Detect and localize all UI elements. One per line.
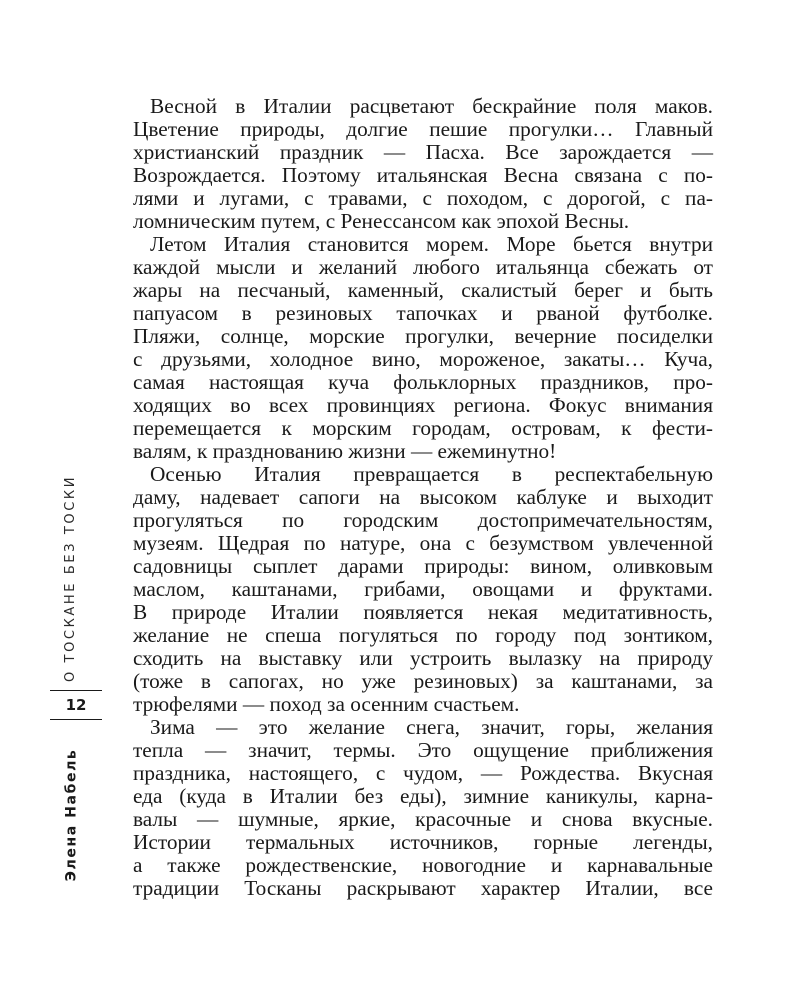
text-line: традиции Тосканы раскрывают характер Италии, все: [133, 876, 713, 900]
text-line: (тоже в сапогах, но уже резиновых) за каштанами, за: [133, 669, 713, 693]
text-line: Осенью Италия превращается в респектабельную: [150, 462, 713, 486]
text-line: Возрождается. Поэтому итальянская Весна связана с по-: [133, 163, 713, 187]
text-line: Весной в Италии расцветают бескрайние поля маков.: [150, 94, 713, 118]
author-name-text: Элена Набель: [63, 748, 80, 882]
page-number: 12: [65, 696, 87, 714]
text-line: сходить на выставку или устроить вылазку на природу: [133, 646, 713, 670]
paragraph-spring: [133, 95, 713, 233]
paragraph-winter: [133, 716, 713, 900]
text-line: жары на песчаный, каменный, скалистый берег и быть: [133, 278, 713, 302]
text-line: Летом Италия становится морем. Море бьется внутри: [150, 232, 713, 256]
paragraph-summer: [133, 233, 713, 463]
text-line: садовницы сыплет дарами природы: вином, оливковым: [133, 554, 713, 578]
text-line: Пляжи, солнце, морские прогулки, вечерние посиделки: [133, 324, 713, 348]
body-text: [133, 95, 713, 900]
text-line: Цветение природы, долгие пешие прогулки… Главный: [133, 117, 713, 141]
running-title-text: О ТОСКАНЕ БЕЗ ТОСКИ: [63, 474, 79, 682]
running-title: [60, 474, 82, 682]
text-line: валы — шумные, яркие, красочные и снова вкусные.: [133, 807, 713, 831]
text-line: перемещается к морским городам, островам, к фести-: [133, 416, 713, 440]
text-line: валям, к празднованию жизни — ежеминутно!: [133, 439, 557, 463]
page-number-rule-top: [50, 690, 102, 691]
text-line: папуасом в резиновых тапочках и рваной футболке.: [133, 301, 713, 325]
text-line: еда (куда в Италии без еды), зимние каникулы, карна-: [133, 784, 713, 808]
text-line: тепла — значит, термы. Это ощущение приближения: [133, 738, 713, 762]
text-line: В природе Италии появляется некая медитативность,: [133, 600, 713, 624]
text-line: лями и лугами, с травами, с походом, с дорогой, с па-: [133, 186, 713, 210]
text-line: трюфелями — поход за осенним счастьем.: [133, 692, 520, 716]
text-line: прогуляться по городским достопримечательностям,: [133, 508, 713, 532]
author-name: [60, 740, 82, 890]
text-line: даму, надевает сапоги на высоком каблуке и выходит: [133, 485, 713, 509]
page-number-rule-bottom: [50, 719, 102, 720]
text-line: с друзьями, холодное вино, мороженое, закаты… Куча,: [133, 347, 713, 371]
paragraph-autumn: [133, 463, 713, 716]
text-line: Зима — это желание снега, значит, горы, желания: [150, 715, 713, 739]
text-line: а также рождественские, новогодние и карнавальные: [133, 853, 713, 877]
text-line: маслом, каштанами, грибами, овощами и фруктами.: [133, 577, 713, 601]
text-line: ломническим путем, с Ренессансом как эпохой Весны.: [133, 209, 630, 233]
text-line: ходящих во всех провинциях региона. Фокус внимания: [133, 393, 713, 417]
text-line: самая настоящая куча фольклорных праздников, про-: [133, 370, 713, 394]
text-line: Истории термальных источников, горные легенды,: [133, 830, 713, 854]
text-line: музеям. Щедрая по натуре, она с безумством увлеченной: [133, 531, 713, 555]
text-line: каждой мысли и желаний любого итальянца сбежать от: [133, 255, 713, 279]
text-line: праздника, настоящего, с чудом, — Рождества. Вкусная: [133, 761, 713, 785]
text-line: христианский праздник — Пасха. Все зарождается —: [133, 140, 713, 164]
text-line: желание не спеша погуляться по городу под зонтиком,: [133, 623, 713, 647]
